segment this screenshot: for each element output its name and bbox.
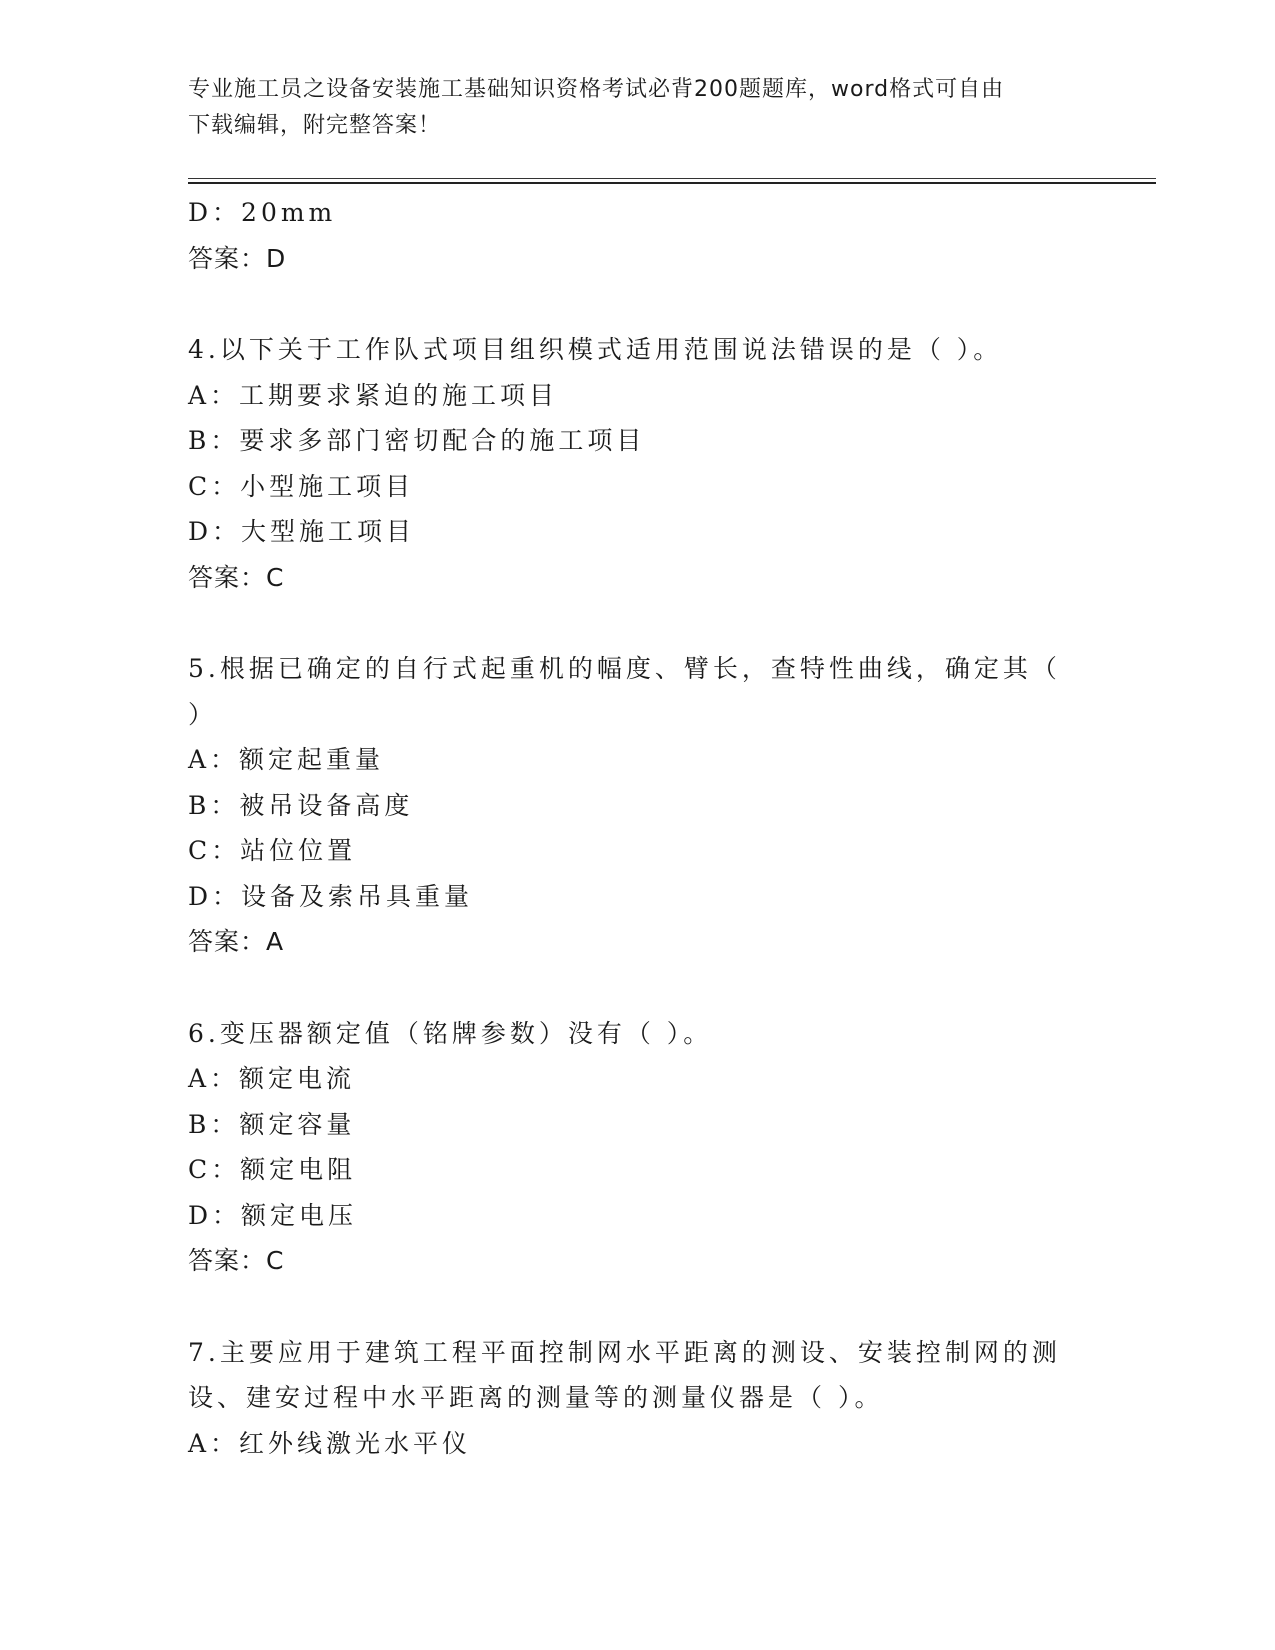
- option-a: A：工期要求紧迫的施工项目: [188, 380, 559, 410]
- answer: 答案：D: [188, 243, 287, 273]
- question-6: [188, 1011, 1068, 1284]
- header-line-2: 下载编辑，附完整答案！: [188, 113, 442, 138]
- option-a: A：额定起重量: [188, 745, 385, 774]
- option-a: A：额定电流: [188, 1064, 356, 1093]
- question-stem: 4.以下关于工作队式项目组织模式适用范围说法错误的是（ ）。: [188, 335, 1003, 364]
- question-stem: 6.变压器额定值（铭牌参数）没有（ ）。: [188, 1018, 713, 1048]
- header-rule-thick: [188, 182, 1156, 184]
- header-line-1: 专业施工员之设备安装施工基础知识资格考试必背200题题库，word格式可自由: [188, 77, 1005, 102]
- answer: 答案：C: [188, 562, 285, 592]
- option-d: D：额定电压: [188, 1200, 358, 1230]
- option-c: C：站位位置: [188, 836, 357, 865]
- header-rule-thin: [188, 178, 1156, 179]
- option-b: B：要求多部门密切配合的施工项目: [188, 426, 646, 455]
- option-b: B：额定容量: [188, 1109, 356, 1139]
- question-4: [188, 327, 1068, 600]
- option-d: D：设备及索吊具重量: [188, 881, 474, 911]
- document-body: [188, 190, 1068, 1466]
- option-b: B：被吊设备高度: [188, 790, 414, 820]
- option-a: A：红外线激光水平仪: [188, 1428, 472, 1458]
- question-stem-line-2: 设、建安过程中水平距离的测量等的测量仪器是（ ）。: [188, 1383, 884, 1412]
- question-stem-line-2: ）: [188, 699, 218, 729]
- answer: 答案：C: [188, 1246, 285, 1275]
- question-5: [188, 646, 1068, 965]
- document-header: [188, 72, 1068, 144]
- question-stem-line-1: 5.根据已确定的自行式起重机的幅度、臂长，查特性曲线，确定其（: [188, 654, 1061, 683]
- answer: 答案：A: [188, 927, 285, 956]
- option-c: C：小型施工项目: [188, 471, 415, 501]
- question-7: [188, 1330, 1068, 1467]
- option-c: C：额定电阻: [188, 1155, 357, 1184]
- question-stem-line-1: 7.主要应用于建筑工程平面控制网水平距离的测设、安装控制网的测: [188, 1337, 1061, 1367]
- option-d: D：20mm: [188, 198, 337, 227]
- previous-question-tail: [188, 190, 1068, 281]
- option-d: D：大型施工项目: [188, 517, 416, 546]
